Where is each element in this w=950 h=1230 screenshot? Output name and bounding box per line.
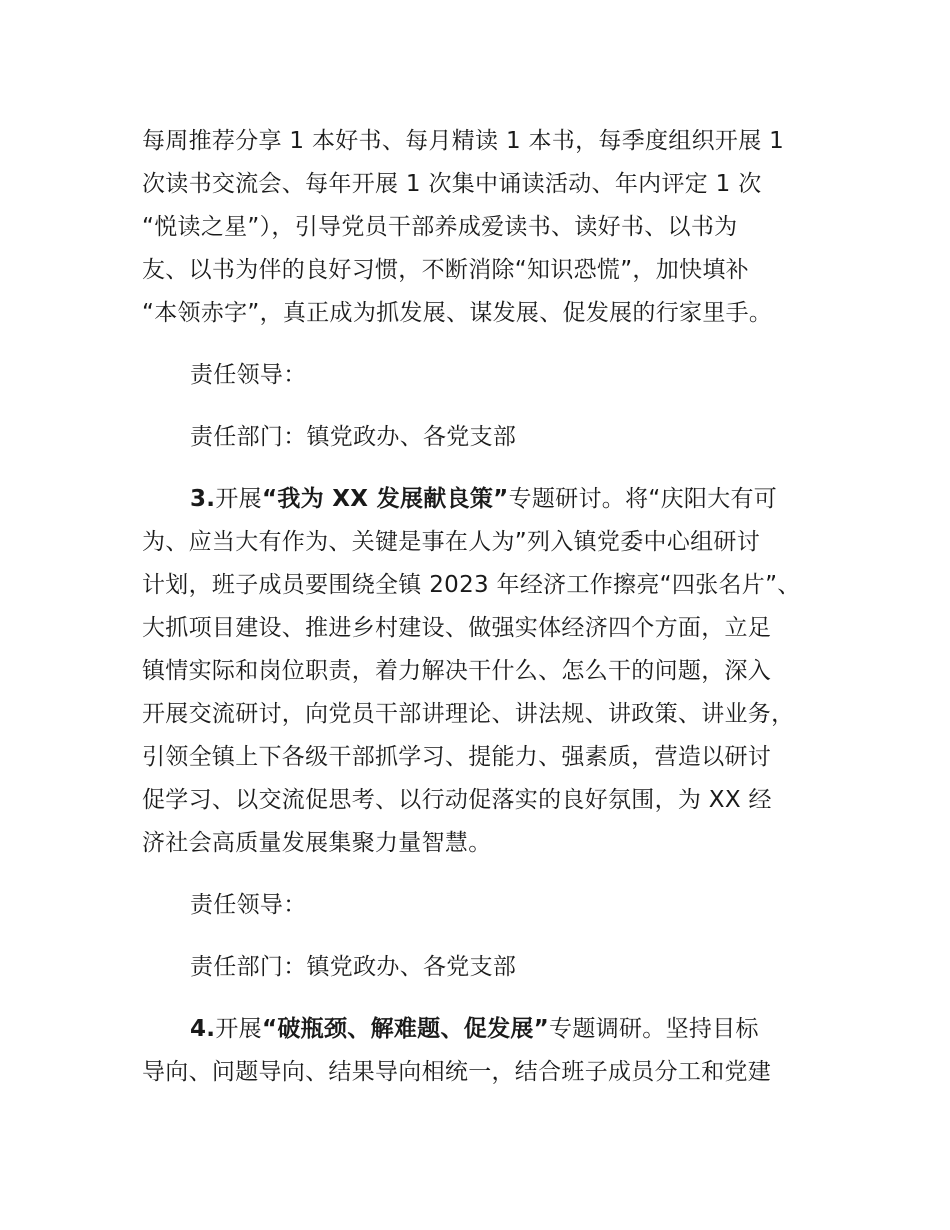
item-3-first-rest: 专题研讨。将“庆阳大有可	[508, 486, 778, 512]
paragraph-line: 促学习、以交流促思考、以行动促落实的良好氛围，为 XX 经	[142, 787, 772, 813]
paragraph-line: 导向、问题导向、结果导向相统一，结合班子成员分工和党建	[142, 1059, 772, 1085]
paragraph-line: “本领赤字”，真正成为抓发展、谋发展、促发展的行家里手。	[142, 300, 773, 326]
item-3-heading-line	[190, 484, 890, 514]
paragraph-line: “悦读之星”），引导党员干部养成爱读书、读好书、以书为	[142, 214, 738, 240]
responsible-leader: 责任领导：	[190, 892, 307, 918]
item-4-prefix: 开展	[215, 1016, 262, 1042]
responsible-department: 责任部门：镇党政办、各党支部	[190, 954, 517, 980]
paragraph-line: 开展交流研讨，向党员干部讲理论、讲法规、讲政策、讲业务，	[142, 701, 795, 727]
paragraph-line: 镇情实际和岗位职责，着力解决干什么、怎么干的问题，深入	[142, 658, 772, 684]
item-3-prefix: 开展	[215, 486, 262, 512]
paragraph-line: 计划，班子成员要围绕全镇 2023 年经济工作擦亮“四张名片”、	[142, 572, 801, 598]
responsible-leader: 责任领导：	[190, 362, 307, 388]
item-4-number: 4.	[190, 1016, 216, 1042]
item-4-heading-line	[190, 1014, 890, 1044]
item-3-title: “我为 XX 发展献良策”	[261, 486, 509, 512]
paragraph-line: 次读书交流会、每年开展 1 次集中诵读活动、年内评定 1 次	[142, 171, 762, 197]
paragraph-line: 为、应当大有作为、关键是事在人为”列入镇党委中心组研讨	[142, 529, 761, 555]
item-4-first-rest: 专题调研。坚持目标	[549, 1016, 759, 1042]
paragraph-line: 济社会高质量发展集聚力量智慧。	[142, 830, 492, 856]
paragraph-line: 引领全镇上下各级干部抓学习、提能力、强素质，营造以研讨	[142, 744, 772, 770]
item-3-number: 3.	[190, 486, 216, 512]
paragraph-line: 大抓项目建设、推进乡村建设、做强实体经济四个方面，立足	[142, 615, 772, 641]
item-4-title: “破瓶颈、解难题、促发展”	[261, 1016, 550, 1042]
paragraph-line: 友、以书为伴的良好习惯，不断消除“知识恐慌”，加快填补	[142, 257, 749, 283]
responsible-department: 责任部门：镇党政办、各党支部	[190, 424, 517, 450]
paragraph-line: 每周推荐分享 1 本好书、每月精读 1 本书，每季度组织开展 1	[142, 128, 785, 154]
